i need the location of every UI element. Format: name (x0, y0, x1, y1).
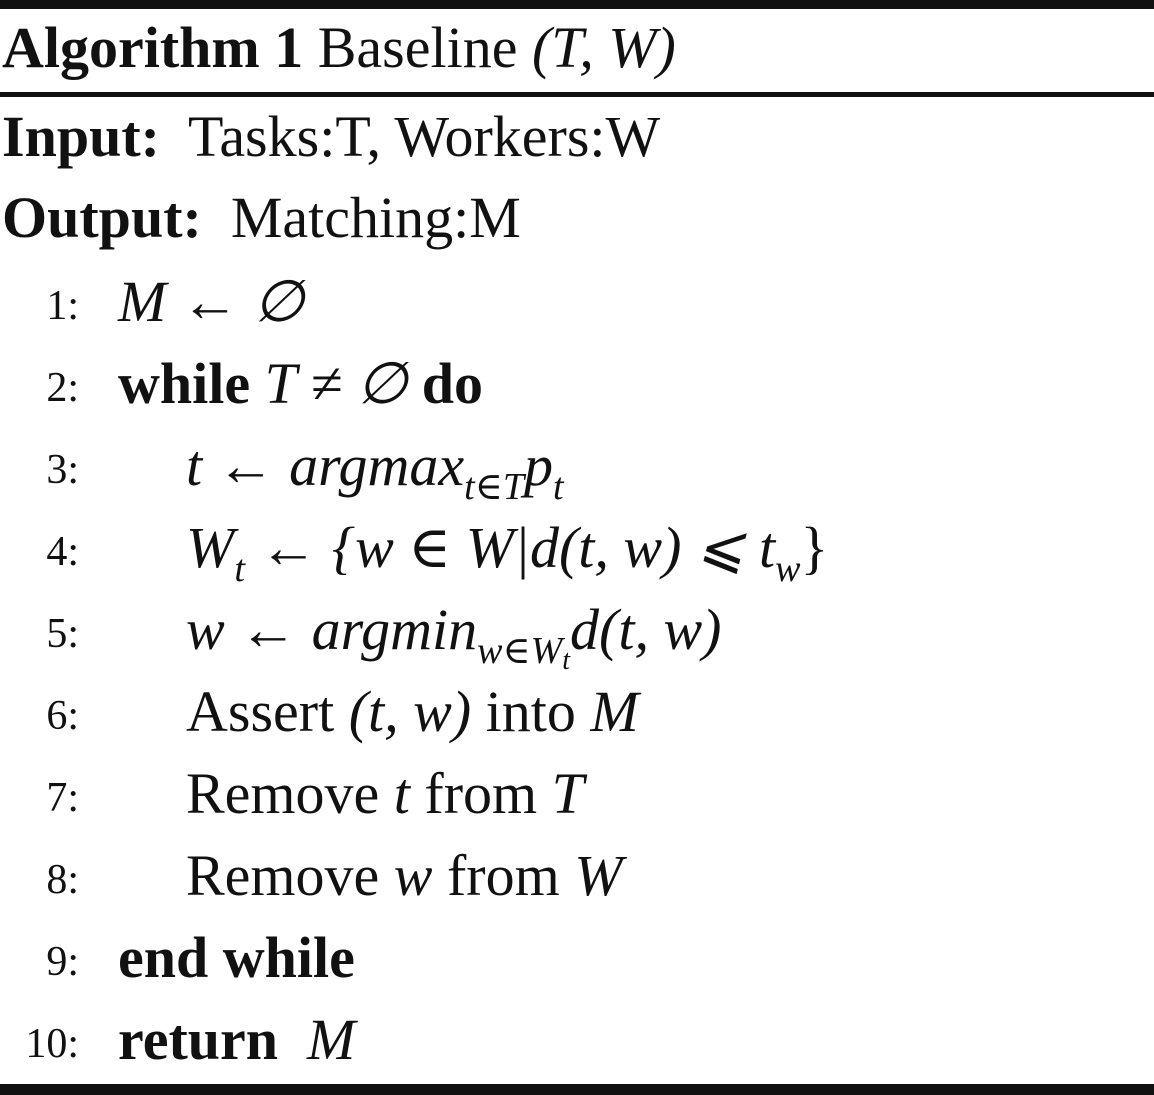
algorithm-params: (T, W) (531, 15, 676, 80)
statement-var: T (551, 761, 584, 826)
statement-word: Remove (186, 761, 380, 826)
line-number: 2: (46, 365, 79, 411)
input-line (2, 97, 660, 177)
statement-word: Assert (186, 679, 335, 744)
line-number: 9: (46, 939, 79, 985)
line-number: 4: (46, 529, 79, 575)
input-text: Tasks:T, Workers:W (187, 104, 661, 169)
line-code (186, 590, 721, 681)
algorithm-line (0, 262, 1154, 342)
statement-word: from (446, 843, 560, 908)
line-code: M ← ∅ (118, 269, 304, 334)
line-number: 1: (46, 283, 79, 329)
line-number: 5: (46, 611, 79, 657)
line-number: 10: (25, 1021, 79, 1067)
expr-tail-subscript: t (553, 466, 564, 508)
line-code (186, 672, 639, 752)
keyword-return: return (118, 1007, 279, 1072)
algorithm-line (0, 672, 1154, 752)
expr-main: ← {w ∈ W|d(t, w) ⩽ t (259, 515, 776, 580)
algorithm-caption (2, 8, 676, 88)
line-number: 7: (46, 775, 79, 821)
statement-var: W (574, 843, 623, 908)
algorithm-line (0, 508, 1154, 588)
line-code (118, 1000, 355, 1080)
algorithm-line (0, 344, 1154, 424)
expr-lhs-subscript: t (234, 548, 245, 590)
line-code (186, 836, 623, 916)
statement-word: from (424, 761, 538, 826)
algorithm-line (0, 426, 1154, 506)
expr-main: w ← argmin (186, 597, 478, 662)
algorithm-line (0, 836, 1154, 916)
statement-expr: w (393, 843, 433, 908)
expr-subsubscript: t (562, 645, 571, 676)
expr-main: t ← argmax (186, 433, 465, 498)
line-code (118, 344, 483, 424)
algorithm-line (0, 918, 1154, 998)
expr-subscript: w∈W (477, 630, 563, 672)
return-value: M (307, 1007, 356, 1072)
expr-close: } (800, 515, 829, 580)
output-text: Matching:M (230, 185, 521, 250)
statement-word: into (485, 679, 576, 744)
keyword-do: do (421, 351, 483, 416)
expr-tail: d(t, w) (570, 597, 722, 662)
line-code (186, 508, 828, 595)
output-line (2, 178, 521, 258)
expr-lhs: W (186, 515, 235, 580)
line-code (186, 426, 564, 513)
bottom-rule (0, 1084, 1154, 1095)
statement-expr: t (393, 761, 410, 826)
line-number: 3: (46, 447, 79, 493)
input-label: Input: (2, 104, 160, 169)
expr-tail: p (524, 433, 553, 498)
loop-condition: T ≠ ∅ (264, 351, 408, 416)
algorithm-name: Baseline (317, 15, 518, 80)
keyword-while: while (118, 351, 251, 416)
algorithm-label: Algorithm 1 (2, 15, 304, 80)
algorithm-line (0, 754, 1154, 834)
keyword-end-while: end while (118, 925, 355, 990)
expr-tail-subscript: w (775, 548, 801, 590)
statement-var: M (590, 679, 639, 744)
line-number: 8: (46, 857, 79, 903)
algorithm-line (0, 590, 1154, 676)
statement-word: Remove (186, 843, 380, 908)
algorithm-line (0, 1000, 1154, 1080)
expr-subscript: t∈T (464, 466, 524, 508)
statement-expr: (t, w) (348, 679, 472, 744)
line-code (186, 754, 584, 834)
output-label: Output: (2, 185, 202, 250)
line-number: 6: (46, 693, 79, 739)
